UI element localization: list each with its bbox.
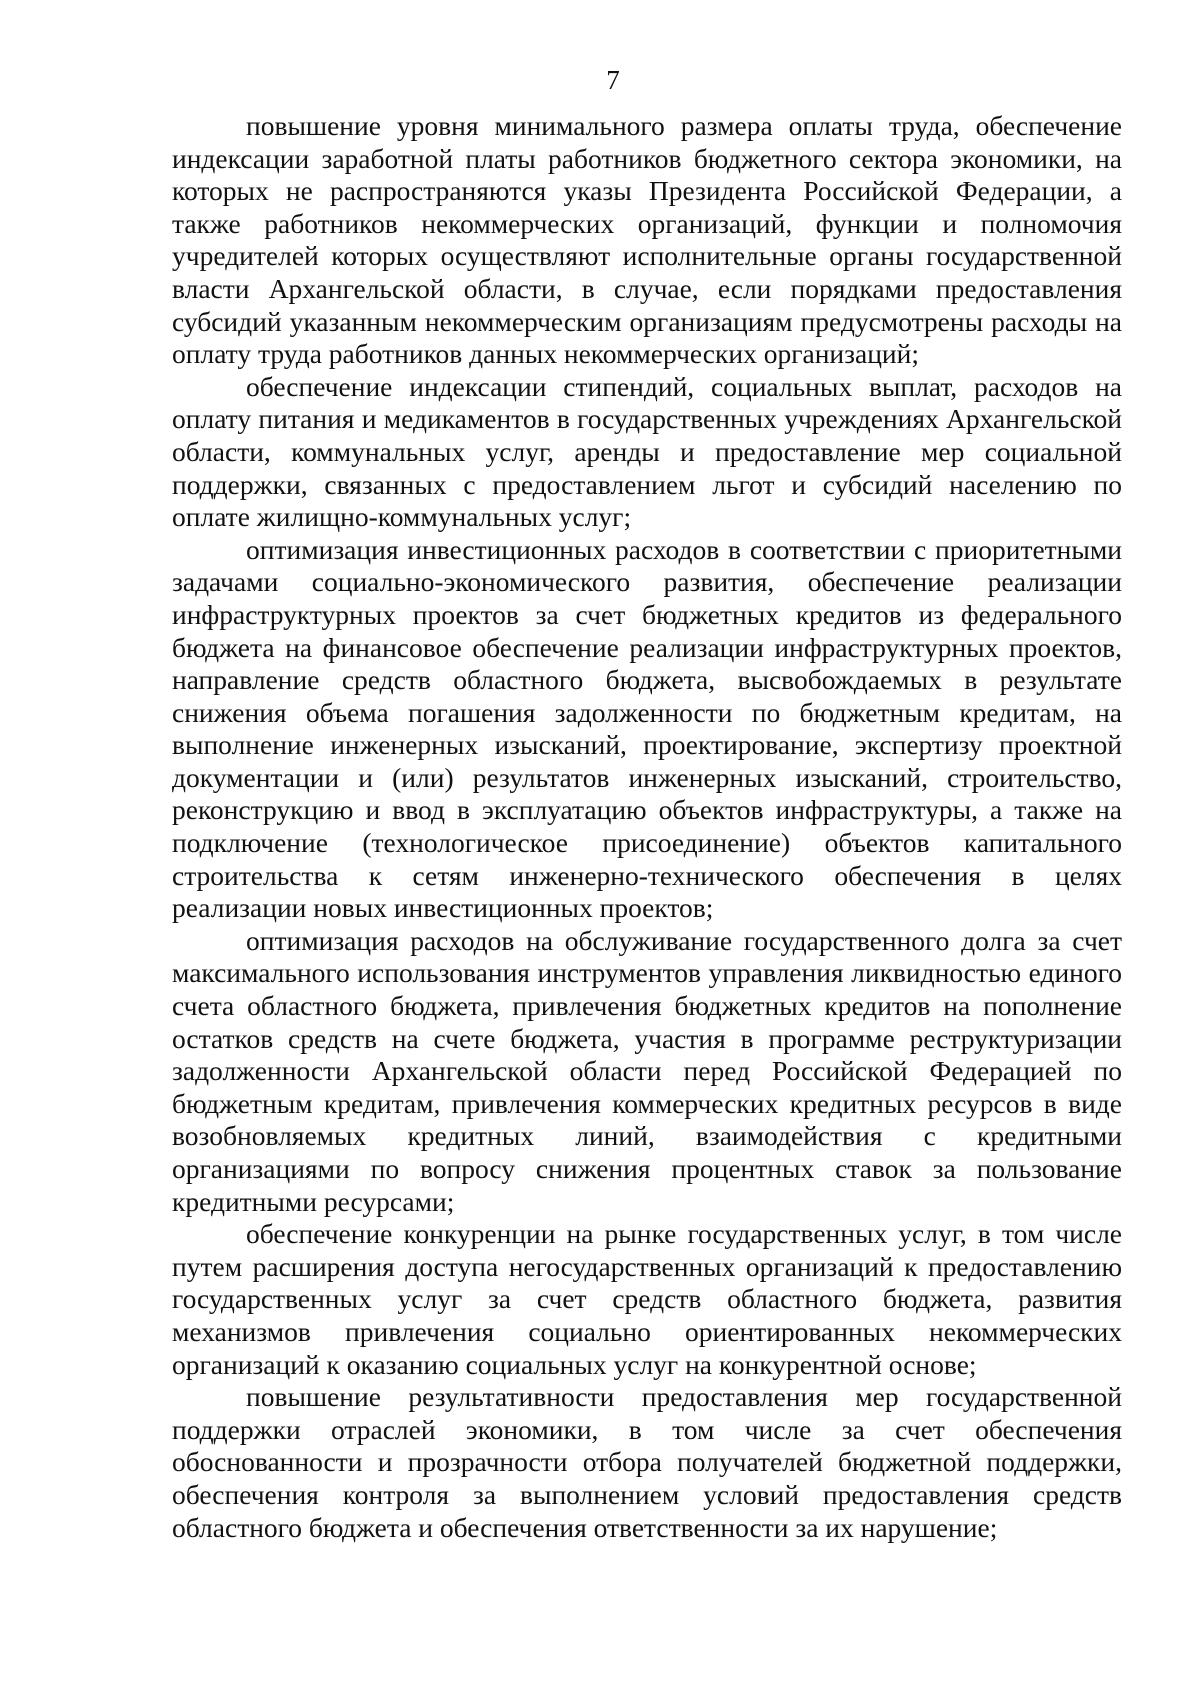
paragraph-support-effectiveness: повышение результативности предоставления мер государственной поддержки отраслей экономики, в том числе за счет обеспечения обоснованности и прозрачности отбора получателей бюджетной поддержки, обеспечения контроля за выполнением условий предоставления средств областного бюджета и обеспечения ответственности за их нарушение; (172, 1381, 1122, 1543)
paragraph-debt-servicing: оптимизация расходов на обслуживание государственного долга за счет максимального использования инструментов управления ликвидностью единого счета областного бюджета, привлечения бюджетных кредитов на пополнение остатков средств на счете бюджета, участия в программе реструктуризации задолженности Архангельской области перед Российской Федерацией по бюджетным кредитам, привлечения коммерческих кредитных ресурсов в виде возобновляемых кредитных линий, взаимодействия с кредитными организациями по вопросу снижения процентных ставок за пользование кредитными ресурсами; (172, 924, 1122, 1217)
paragraph-services-competition: обеспечение конкуренции на рынке государственных услуг, в том числе путем расширения доступа негосударственных организаций к предоставлению государственных услуг за счет средств областного бюджета, развития механизмов привлечения социально ориентированных некоммерческих организаций к оказанию социальных услуг на конкурентной основе; (172, 1218, 1122, 1380)
paragraph-minimum-wage-indexation: повышение уровня минимального размера оплаты труда, обеспечение индексации заработной платы работников бюджетного сектора экономики, на которых не распространяются указы Президента Российской Федерации, а также работников некоммерческих организаций, функции и полномочия учредителей которых осуществляют исполнительные органы государственной власти Архангельской области, в случае, если порядками предоставления субсидий указанным некоммерческим организациям предусмотрены расходы на оплату труда работников данных некоммерческих организаций; (172, 110, 1122, 370)
paragraph-social-payments-indexation: обеспечение индексации стипендий, социальных выплат, расходов на оплату питания и медикаментов в государственных учреждениях Архангельской области, коммунальных услуг, аренды и предоставление мер социальной поддержки, связанных с предоставлением льгот и субсидий населению по оплате жилищно-коммунальных услуг; (172, 370, 1122, 533)
page-number: 7 (606, 65, 620, 95)
paragraph-investment-expenses: оптимизация инвестиционных расходов в соответствии с приоритетными задачами социально-экономического развития, обеспечение реализации инфраструктурных проектов за счет бюджетных кредитов из федерального бюджета на финансовое обеспечение реализации инфраструктурных проектов, направление средств областного бюджета, высвобождаемых в результате снижения объема погашения задолженности по бюджетным кредитам, на выполнение инженерных изысканий, проектирование, экспертизу проектной документации и (или) результатов инженерных изысканий, строительство, реконструкцию и ввод в эксплуатацию объектов инфраструктуры, а также на подключение (технологическое присоединение) объектов капитального строительства к сетям инженерно-технического обеспечения в целях реализации новых инвестиционных проектов; (172, 533, 1122, 924)
document-body (172, 110, 1122, 1544)
